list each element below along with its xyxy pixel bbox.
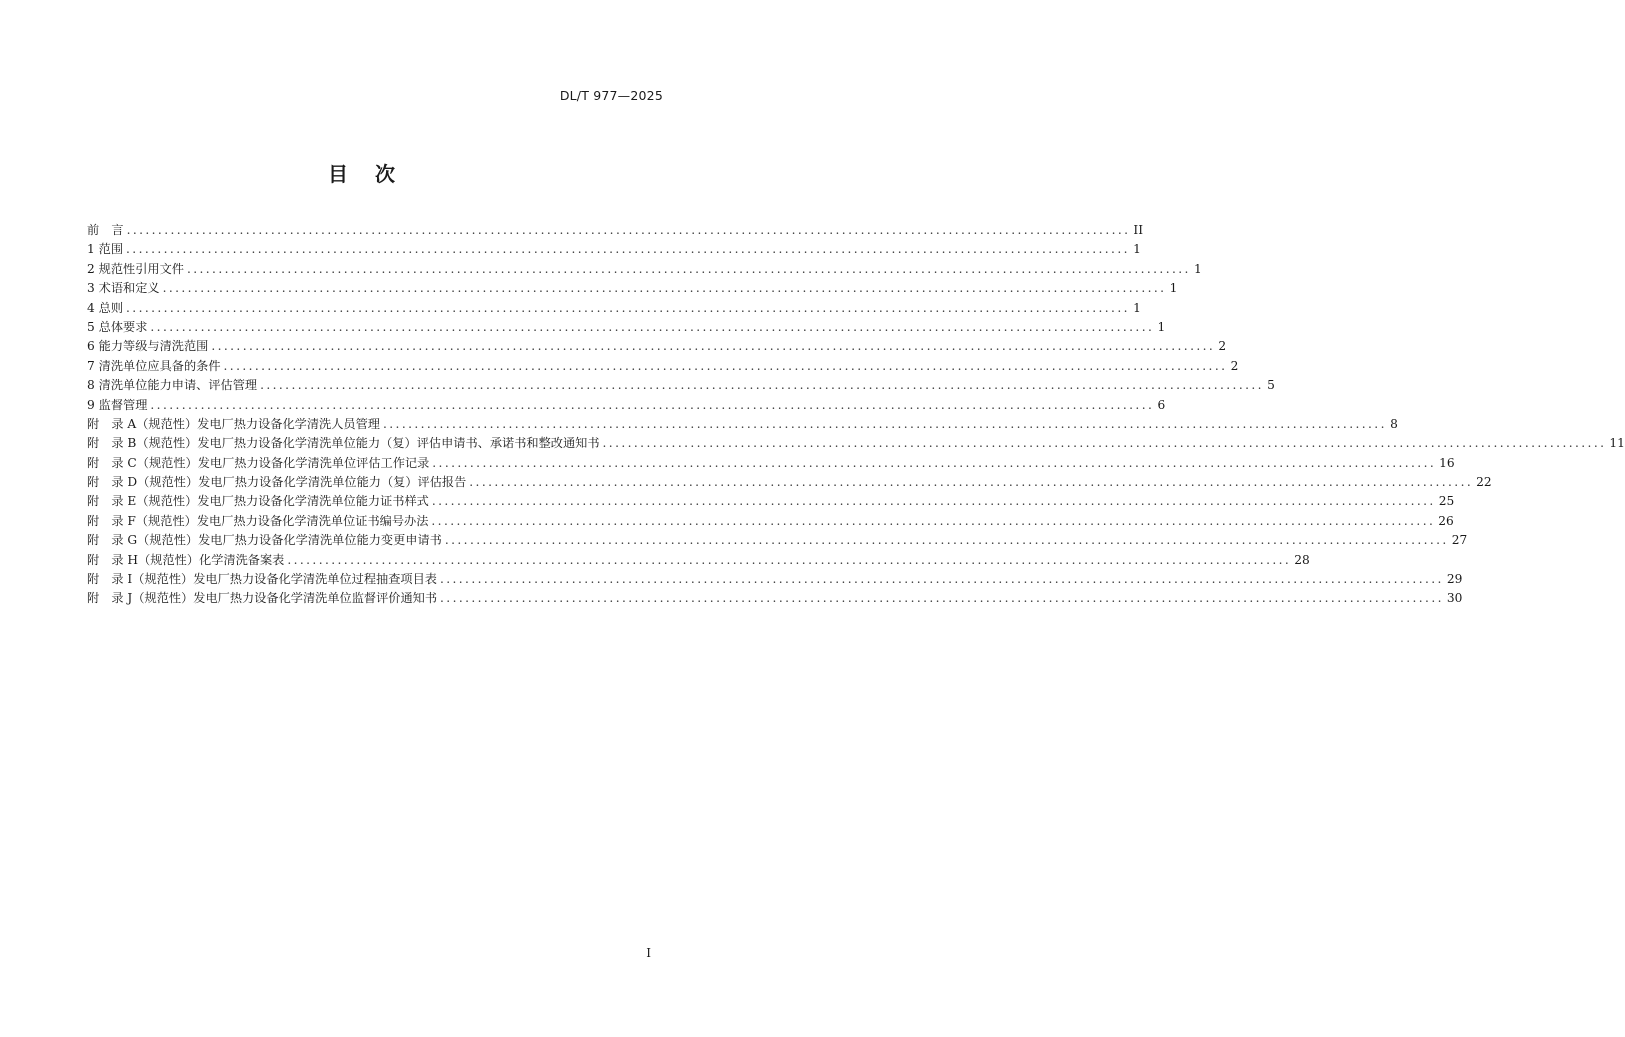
toc-entry-title: 前 言: [87, 223, 124, 237]
toc-entry-title: 附 录 I（规范性）发电厂热力设备化学清洗单位过程抽查项目表: [87, 572, 437, 587]
toc-entry-title: 附 录 F（规范性）发电厂热力设备化学清洗单位证书编号办法: [87, 513, 429, 528]
toc-leader-dots: [432, 494, 1436, 508]
toc-leader-dots: [163, 281, 1167, 295]
toc-leader-dots: [383, 417, 1387, 431]
toc-entry-page: 2: [1230, 358, 1239, 373]
toc-entry-title: 5 总体要求: [87, 319, 148, 334]
toc-entry-title: 4 总则: [87, 300, 124, 315]
toc-entry-title: 9 监督管理: [87, 397, 148, 412]
toc-entry-title: 2 规范性引用文件: [87, 261, 184, 276]
toc-entry-page: 27: [1451, 533, 1468, 548]
toc-entry-page: 25: [1438, 494, 1455, 509]
toc-entry-title: 附 录 C（规范性）发电厂热力设备化学清洗单位评估工作记录: [87, 455, 430, 470]
toc-leader-dots: [260, 378, 1264, 392]
toc-entry-page: 1: [1133, 242, 1141, 257]
toc-leader-dots: [440, 572, 1444, 586]
toc-leader-dots: [150, 320, 1154, 334]
toc-leader-dots: [150, 398, 1154, 412]
toc-entry-title: 3 术语和定义: [87, 281, 160, 296]
toc-entry-page: 8: [1390, 416, 1398, 431]
toc-entry[interactable]: [87, 299, 1141, 318]
toc-entry-title: 6 能力等级与清洗范围: [87, 339, 209, 354]
toc-leader-dots: [127, 223, 1131, 237]
toc-leader-dots: [211, 339, 1215, 353]
toc-entry[interactable]: [87, 551, 1310, 570]
toc-entry-title: 8 清洗单位能力申请、评估管理: [87, 378, 258, 393]
toc-leader-dots: [224, 359, 1228, 373]
toc-entry[interactable]: [87, 415, 1398, 434]
toc-entry[interactable]: [87, 454, 1455, 473]
toc-entry[interactable]: [87, 357, 1239, 376]
toc-entry-title: 1 范围: [87, 242, 124, 257]
toc-entry-title: 附 录 A（规范性）发电厂热力设备化学清洗人员管理: [87, 416, 380, 431]
toc-entry-page: 29: [1446, 572, 1463, 587]
toc-leader-dots: [432, 456, 1436, 470]
toc-leader-dots: [440, 591, 1444, 605]
toc-leader-dots: [469, 475, 1473, 489]
toc-entry[interactable]: [87, 434, 1625, 453]
toc-leader-dots: [126, 242, 1130, 256]
toc-entry[interactable]: [87, 260, 1202, 279]
toc-entry[interactable]: [87, 337, 1227, 356]
toc-entry-page: 11: [1609, 436, 1625, 451]
toc-leader-dots: [431, 514, 1435, 528]
toc-entry-page: 26: [1438, 513, 1454, 528]
toc-entry-page: 16: [1439, 455, 1455, 470]
toc-entry[interactable]: [87, 492, 1455, 511]
toc-entry[interactable]: [87, 531, 1468, 550]
toc-entry[interactable]: [87, 570, 1463, 589]
toc-entry-page: 5: [1267, 378, 1275, 393]
document-code: DL/T 977—2025: [559, 88, 663, 103]
page-number: I: [646, 946, 651, 960]
toc-entry-page: 6: [1157, 397, 1166, 412]
toc-leader-dots: [187, 262, 1191, 276]
toc-entry-page: 22: [1476, 475, 1492, 490]
toc-leader-dots: [287, 553, 1291, 567]
toc-entry-title: 附 录 H（规范性）化学清洗备案表: [87, 552, 285, 567]
toc-entry-page: 2: [1218, 339, 1227, 354]
toc-entry-page: 28: [1294, 552, 1310, 567]
toc-leader-dots: [445, 533, 1449, 547]
toc-entry-title: 附 录 D（规范性）发电厂热力设备化学清洗单位能力（复）评估报告: [87, 475, 467, 490]
toc-entry[interactable]: [87, 240, 1141, 259]
toc-entry-page: II: [1133, 223, 1144, 237]
toc-entry-page: 1: [1157, 319, 1166, 334]
toc-entry-page: 30: [1446, 591, 1463, 606]
toc-entry-title: 附 录 B（规范性）发电厂热力设备化学清洗单位能力（复）评估申请书、承诺书和整改通知书: [87, 436, 600, 451]
toc-entry[interactable]: [87, 512, 1454, 531]
toc-entry-title: 7 清洗单位应具备的条件: [87, 358, 221, 373]
toc-entry[interactable]: [87, 318, 1166, 337]
table-of-contents: [87, 221, 1625, 609]
toc-entry[interactable]: [87, 376, 1275, 395]
toc-entry-title: 附 录 E（规范性）发电厂热力设备化学清洗单位能力证书样式: [87, 494, 429, 509]
page-title: 目 次: [328, 162, 405, 186]
toc-entry-title: 附 录 G（规范性）发电厂热力设备化学清洗单位能力变更申请书: [87, 533, 442, 548]
toc-entry[interactable]: [87, 279, 1178, 298]
toc-entry[interactable]: [87, 589, 1463, 608]
toc-entry-page: 1: [1169, 281, 1178, 296]
toc-entry[interactable]: [87, 396, 1166, 415]
toc-entry[interactable]: [87, 221, 1144, 240]
toc-entry-page: 1: [1133, 300, 1141, 315]
toc-leader-dots: [126, 301, 1130, 315]
toc-entry[interactable]: [87, 473, 1492, 492]
toc-entry-page: 1: [1194, 261, 1202, 276]
toc-entry-title: 附 录 J（规范性）发电厂热力设备化学清洗单位监督评价通知书: [87, 591, 438, 606]
toc-leader-dots: [603, 436, 1607, 450]
